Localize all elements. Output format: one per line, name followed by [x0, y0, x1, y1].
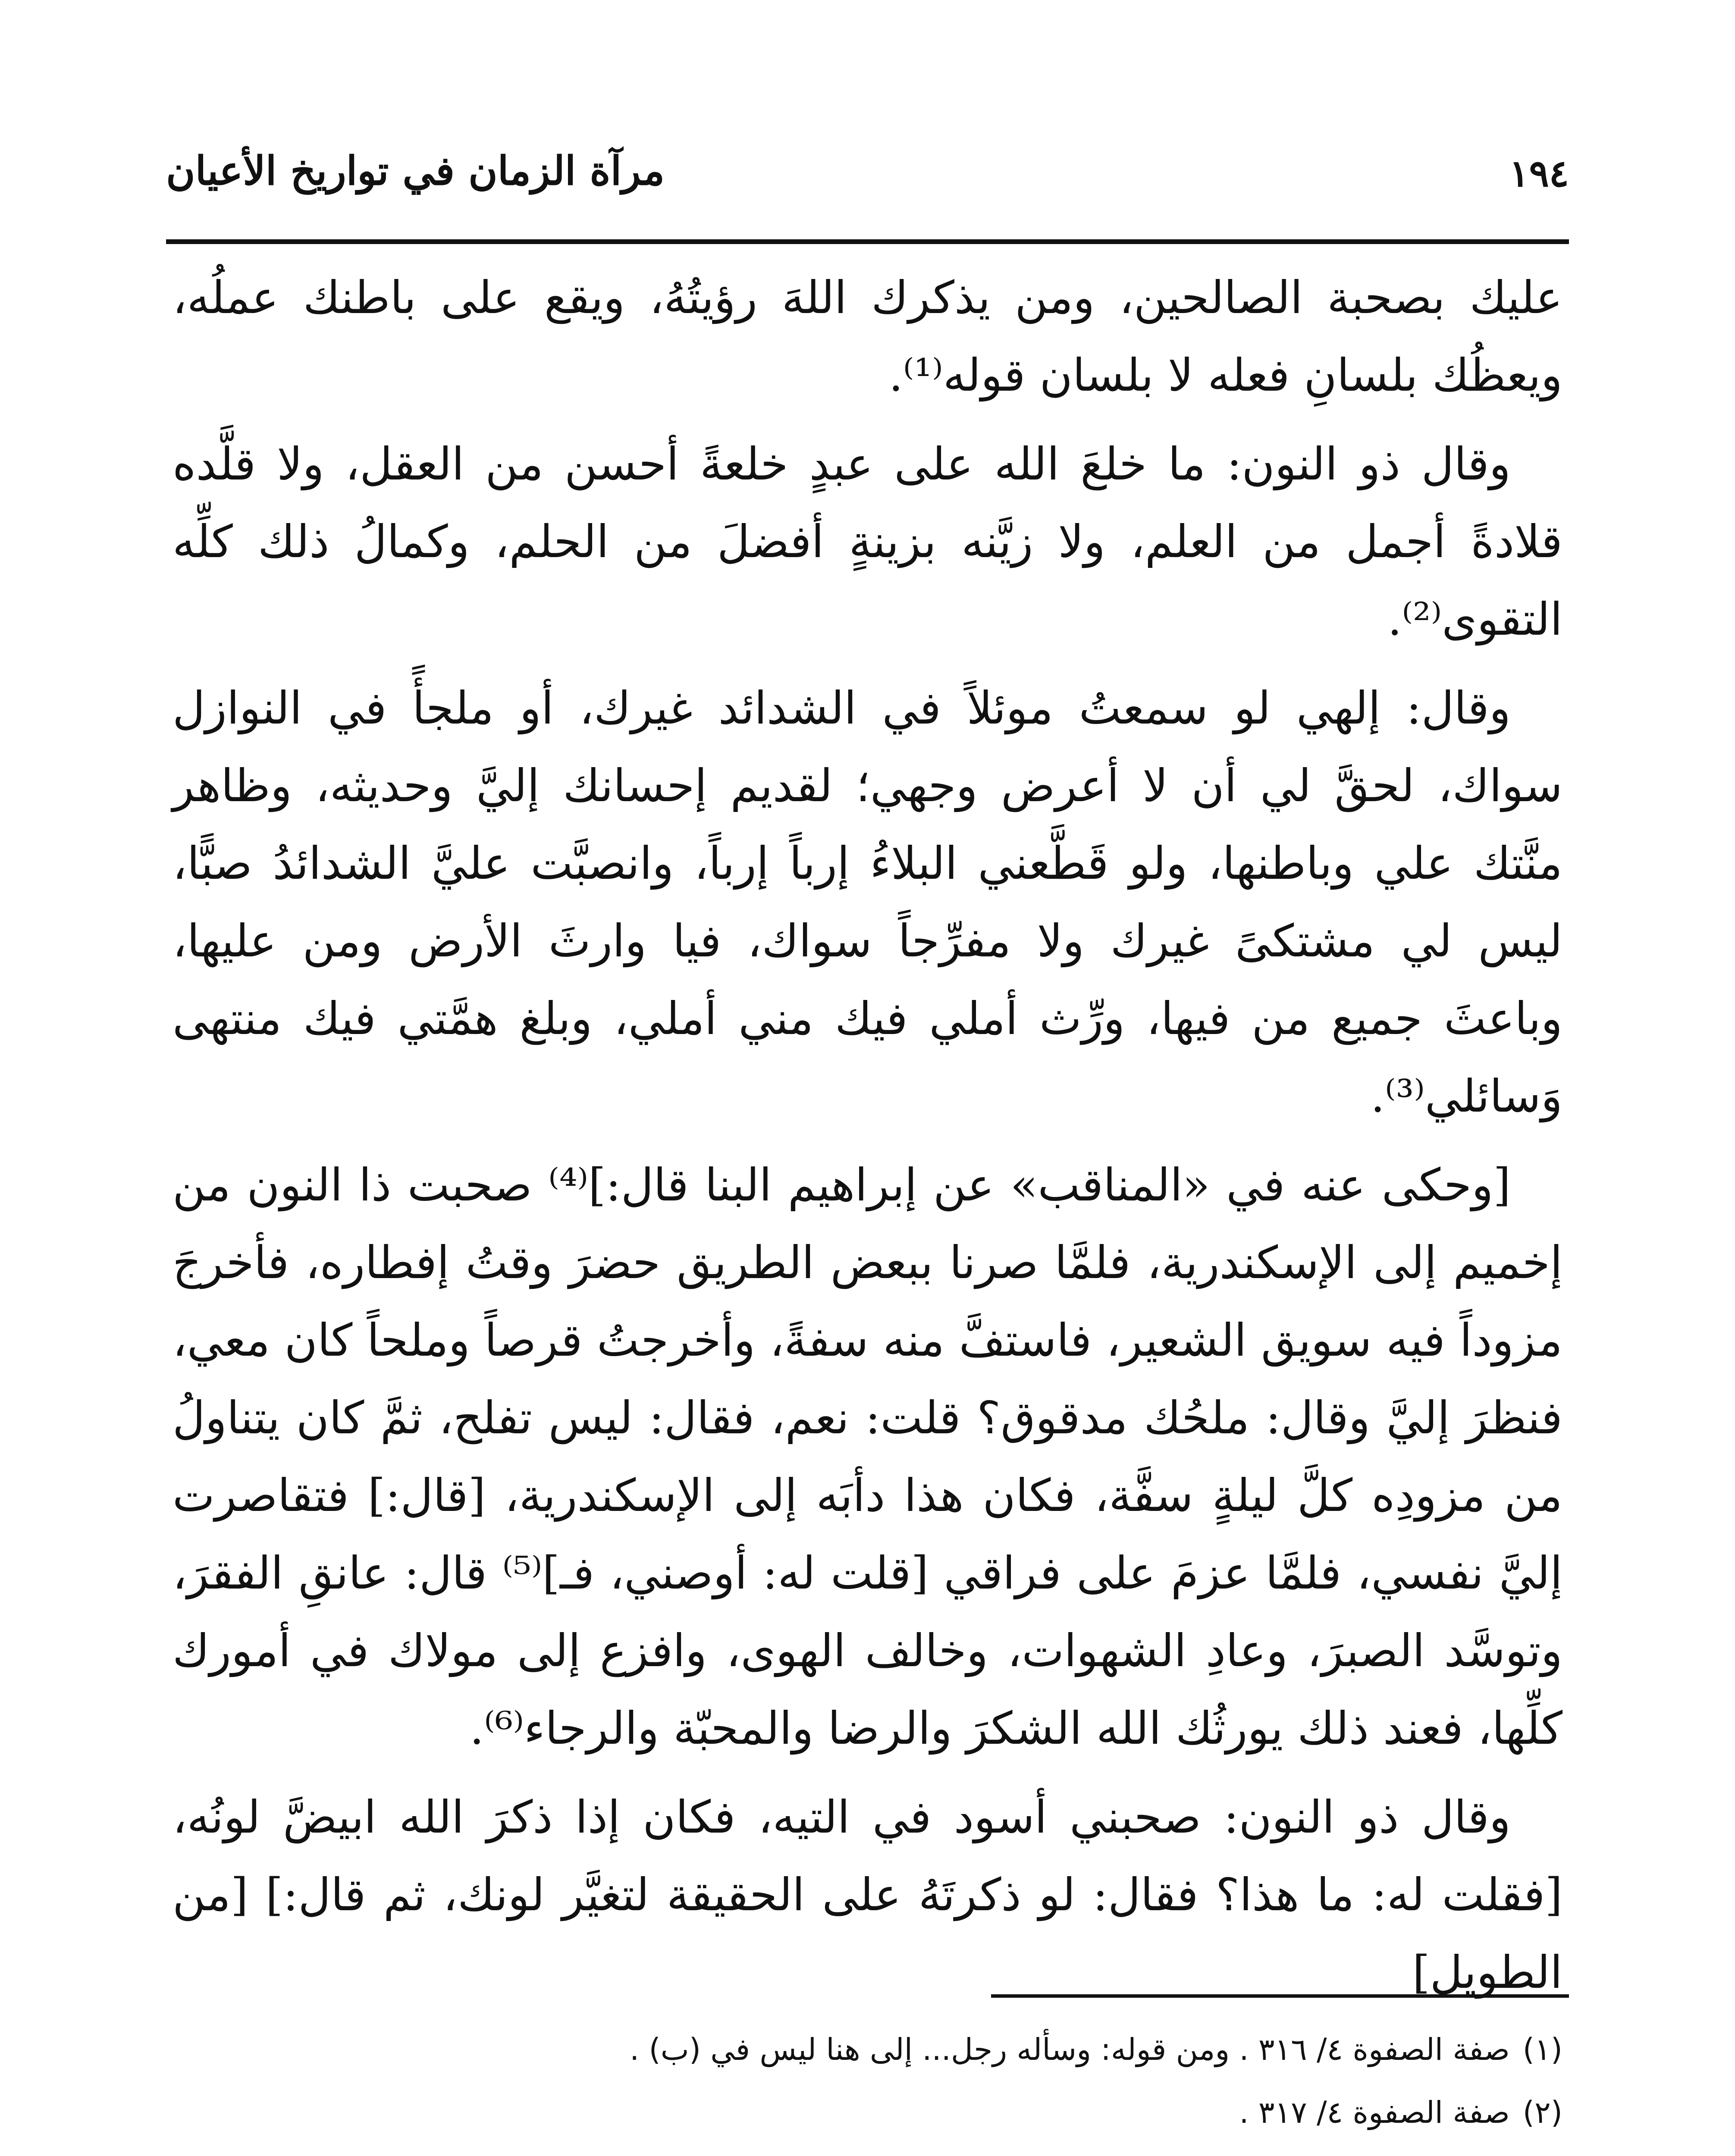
footnote-number: (٢) [1522, 2095, 1562, 2130]
paragraph: وقال ذو النون: صحبني أسود في التيه، فكان إذا ذكرَ الله ابيضَّ لونُه، [فقلت له: ما هذا؟ فقال: لو ذكرتَهُ على الحقيقة لتغيَّر لونك، ثم قال:] [من الطويل] [173, 1791, 1562, 1999]
paragraph: [وحكى عنه في «المناقب» عن إبراهيم البنا قال:]⁽⁴⁾ صحبت ذا النون من إخميم إلى الإسكندرية، فلمَّا صرنا ببعض الطريق حضرَ وقتُ إفطاره، فأخرجَ مزوداً فيه سويق الشعير، فاستفَّ منه سفةً، وأخرجتُ قرصاً وملحاً كان معي، فنظرَ إليَّ وقال: ملحُك مدقوق؟ قلت: نعم، فقال: ليس تفلح، ثمَّ كان يتناولُ من مزودِه كلَّ ليلةٍ سفَّة، فكان هذا دأبَه إلى الإسكندرية، [قال:] فتقاصرت إليَّ نفسي، فلمَّا عزمَ على فراقي [قلت له: أوصني، فـ]⁽⁵⁾ قال: عانقِ الفقرَ، وتوسَّد الصبرَ، وعادِ الشهوات، وخالف الهوى، وافزع إلى مولاك في أمورك كلِّها، فعند ذلك يورثُك الله الشكرَ والرضا والمحبّة والرجاء⁽⁶⁾. [173, 1159, 1563, 1755]
paragraph: عليك بصحبة الصالحين، ومن يذكرك اللهَ رؤيتُهُ، ويقع على باطنك عملُه، ويعظُك بلسانِ فعله لا بلسان قوله⁽¹⁾. [173, 271, 1562, 401]
running-title: مرآة الزمان في تواريخ الأعيان [166, 147, 665, 194]
footnote-text: صفة الصفوة ٤/ ٣١٦ . ومن قوله: وسأله رجل... إلى هنا ليس في (ب) . [630, 2032, 1510, 2067]
footnote [173, 2018, 1562, 2081]
main-text [173, 259, 1562, 2022]
footnote-text: صفة الصفوة ٤/ ٣١٧ . [1239, 2095, 1510, 2130]
paragraph: وقال: إلهي لو سمعتُ موئلاً في الشدائد غيرك، أو ملجأً في النوازل سواك، لحقَّ لي أن لا أعرض وجهي؛ لقديم إحسانك إليَّ وحديثه، وظاهر منَّتك علي وباطنها، ولو قَطَّعني البلاءُ إرباً إرباً، وانصبَّت عليَّ الشدائدُ صبًّا، ليس لي مشتكىً غيرك ولا مفرِّجاً سواك، فيا وارثَ الأرض ومن عليها، وباعثَ جميع من فيها، ورِّث أملي فيك مني أملي، وبلغ همَّتي فيك منتهى وَسائلي⁽³⁾. [173, 682, 1562, 1122]
header-divider [166, 239, 1569, 244]
page-number: ١٩٤ [1509, 152, 1569, 195]
page-header [166, 142, 1569, 216]
footnote-number [1523, 2144, 1562, 2156]
footnote [173, 2144, 1562, 2156]
paragraph: وقال ذو النون: ما خلعَ الله على عبدٍ خلعةً أحسن من العقل، ولا قلَّده قلادةً أجمل من العلم، ولا زيَّنه بزينةٍ أفضلَ من الحلم، وكمالُ ذلك كلِّه التقوى⁽²⁾. [173, 438, 1562, 646]
footnote-number: (١) [1522, 2032, 1562, 2067]
footnote-divider [991, 1994, 1569, 1998]
footnote [173, 2081, 1562, 2144]
footnotes [173, 2018, 1562, 2156]
